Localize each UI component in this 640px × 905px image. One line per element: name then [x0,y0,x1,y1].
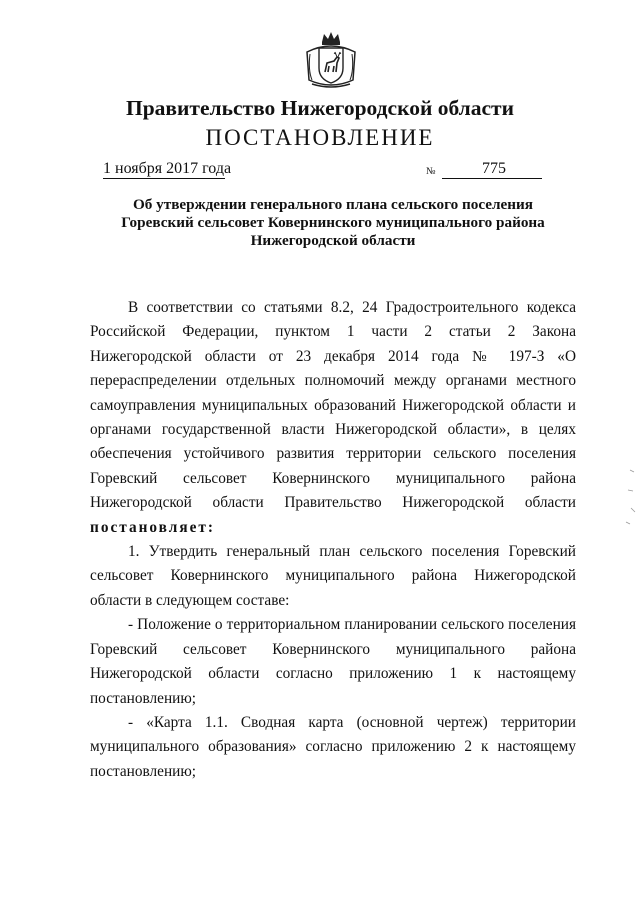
body-paragraph [90,296,576,540]
document-number: 775 [482,160,506,177]
scan-margin-marks [600,460,640,540]
document-subject [90,196,576,250]
date-underline [103,178,225,179]
subject-line: Горевский сельсовет Ковернинского муниципального района [121,214,545,231]
document-date: 1 ноября 2017 года [103,160,232,177]
coat-of-arms-icon [304,30,358,90]
subject-line: Об утверждении генерального плана сельского поселения [132,196,534,213]
paragraph-text: В соответствии со статьями 8.2, 24 Градостроительного кодекса Российской Федерации, пунктом 1 части 2 статьи 2 Закона Нижегородской области от 23 декабря 2014 года № 197-З «О перераспределении отдельных полномочий между органами местного самоуправления муниципальных образований Нижегородской области и органами государственной власти Нижегородской области», в целях обеспечения устойчивого развития территории сельского поселения Горевский сельсовет Ковернинского муниципального района Нижегородской области Правительство Нижегородской области [90,299,576,512]
document-type-title: ПОСТАНОВЛЕНИЕ [205,125,435,150]
body-paragraph: - Положение о территориальном планировании сельского поселения Горевский сельсовет Ковернинского муниципального района Нижегородской области согласно приложению 1 к настоящему постановлению; [90,616,576,707]
body-paragraph: 1. Утвердить генеральный план сельского поселения Горевский сельсовет Ковернинского муниципального района Нижегородской области в следующем составе: [90,543,576,609]
body-paragraph: - «Карта 1.1. Сводная карта (основной чертеж) территории муниципального образования» согласно приложению 2 к настоящему постановлению; [90,713,576,780]
government-name: Правительство Нижегородской области [126,96,514,120]
number-underline [442,178,542,179]
document-body [90,296,576,784]
resolution-word: постановляет: [90,518,215,536]
number-label: № [426,166,436,177]
subject-line: Нижегородской области [250,232,416,249]
